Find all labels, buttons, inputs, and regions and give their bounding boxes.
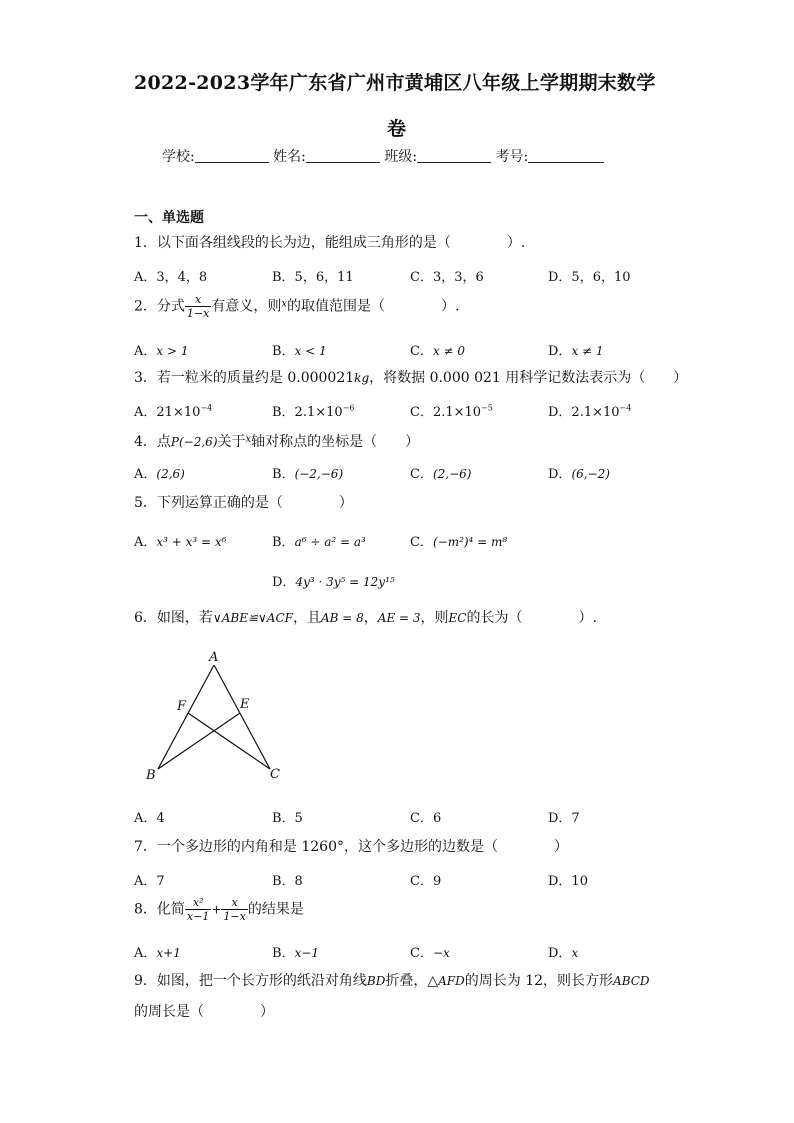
question-4: 4．点P(−2,6)关于$^x$轴对称点的坐标是（ ） xyxy=(134,434,420,450)
q3-option-d: D．$2.1\times 10^{-4}$ xyxy=(548,403,632,420)
page-title: 2022-2023学年广东省广州市黄埔区八年级上学期期末数学 xyxy=(134,72,656,94)
segment-cf xyxy=(188,713,270,769)
triangle-figure xyxy=(140,645,290,785)
q5-option-b: B．a⁶ ÷ a² = a³ xyxy=(272,535,366,550)
q8-option-a: A．x+1 xyxy=(134,946,181,961)
q4-option-b: B．(−2,−6) xyxy=(272,467,344,482)
q4-option-c: C．(2,−6) xyxy=(410,467,472,482)
school-blank[interactable] xyxy=(195,148,269,163)
section-heading: 一、单选题 xyxy=(134,210,204,226)
question-2: 2．分式 $\frac{x}{1-x}$ 有意义，则$^x$的取值范围是（ ）. xyxy=(134,293,460,320)
question-7: 7．一个多边形的内角和是 1260°，这个多边形的边数是（ ） xyxy=(134,839,568,855)
side-ac xyxy=(214,665,270,769)
q4-option-d: D．(6,−2) xyxy=(548,467,610,482)
label-b: B xyxy=(146,768,156,783)
q8-option-c: C．−x xyxy=(410,946,450,961)
label-c: C xyxy=(270,767,280,782)
q8-option-b: B．x−1 xyxy=(272,946,320,961)
question-6: 6．如图，若∨ABE≌∨ACF，且AB = 8，AE = 3，则EC的长为（ ）. xyxy=(134,610,597,626)
q3-option-c: C．$2.1\times 10^{-5}$ xyxy=(410,403,493,420)
class-blank[interactable] xyxy=(417,148,491,163)
label-a: A xyxy=(209,650,219,665)
q1-option-b: B．5，6，11 xyxy=(272,270,354,285)
q2-option-a: A．x > 1 xyxy=(134,344,189,359)
q5-option-c: C．(−m²)⁴ = m⁸ xyxy=(410,535,508,550)
q7-option-a: A．7 xyxy=(134,874,165,889)
q7-option-d: D．10 xyxy=(548,874,588,889)
q8-option-d: D．x xyxy=(548,946,579,961)
page-title-continued: 卷 xyxy=(387,118,407,140)
question-9: 9．如图，把一个长方形的纸沿对角线BD折叠，△AFD的周长为 12，则长方形ABCD xyxy=(134,973,650,989)
question-5: 5．下列运算正确的是（ ） xyxy=(134,495,353,511)
q6-option-d: D．7 xyxy=(548,811,580,826)
q1-option-a: A．3，4，8 xyxy=(134,270,208,285)
q5-option-d: D．4y³ · 3y⁵ = 12y¹⁵ xyxy=(272,575,395,590)
question-9-line-2: 的周长是（ ） xyxy=(134,1004,274,1020)
q2-option-c: C．x ≠ 0 xyxy=(410,344,466,359)
name-label: 姓名: xyxy=(273,149,306,165)
number-label: 考号: xyxy=(495,149,529,165)
question-1: 1．以下面各组线段的长为边，能组成三角形的是（ ）. xyxy=(134,235,526,251)
number-blank[interactable] xyxy=(528,148,604,163)
q1-option-c: C．3，3，6 xyxy=(410,270,484,285)
q8-fraction-1: $\frac{\text{x²}}{x-1}$ xyxy=(186,896,210,923)
q5-option-a: A．x³ + x³ = x⁶ xyxy=(134,535,227,550)
segment-be xyxy=(158,713,240,769)
q2-option-b: B．x < 1 xyxy=(272,344,327,359)
q6-option-b: B．5 xyxy=(272,811,303,826)
q7-option-b: B．8 xyxy=(272,874,303,889)
q3-option-a: A．$21\times 10^{-4}$ xyxy=(134,403,213,420)
question-8: 8．化简 $\frac{\text{x²}}{x-1}$ + $\frac{x}{1-x}$ 的结果是 xyxy=(134,896,304,923)
q4-option-a: A．(2,6) xyxy=(134,467,185,482)
q1-option-d: D．5，6，10 xyxy=(548,270,631,285)
side-ab xyxy=(158,665,214,769)
q3-option-b: B．$2.1\times 10^{-6}$ xyxy=(272,403,355,420)
question-3: 3．若一粒米的质量约是 0.000021kg，将数据 0.000 021 用科学记数法表示为（ ） xyxy=(134,370,688,386)
q2-fraction: $\frac{x}{1-x}$ xyxy=(186,293,210,320)
class-label: 班级: xyxy=(384,149,418,165)
label-f: F xyxy=(177,699,187,714)
q8-fraction-2: $\frac{x}{1-x}$ xyxy=(223,896,246,923)
name-blank[interactable] xyxy=(306,148,380,163)
q6-option-a: A．4 xyxy=(134,811,165,826)
q2-option-d: D．x ≠ 1 xyxy=(548,344,604,359)
school-label: 学校: xyxy=(162,149,195,165)
label-e: E xyxy=(240,697,250,712)
q7-option-c: C．9 xyxy=(410,874,442,889)
student-info-line xyxy=(162,146,604,166)
q6-option-c: C．6 xyxy=(410,811,442,826)
